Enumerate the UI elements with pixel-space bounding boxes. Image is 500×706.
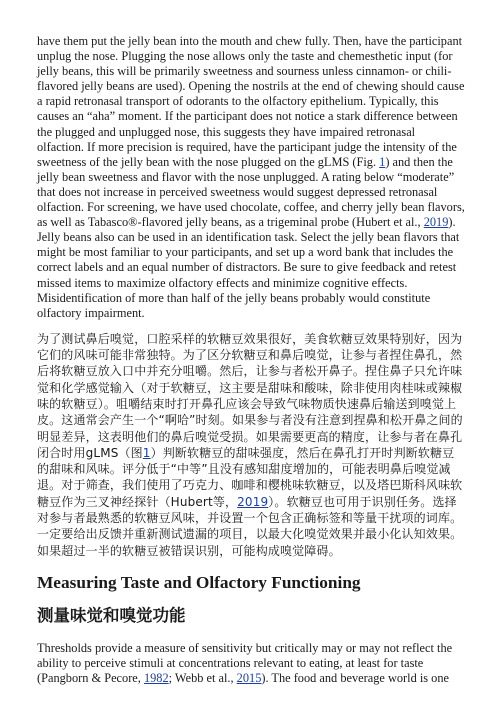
paragraph-text: 为了测试鼻后嗅觉，口腔采样的软糖豆效果很好，美食软糖豆效果特别好，因为它们的风味可能非常独特。为了区分软糖豆和鼻后嗅觉，让参与者捏住鼻孔，然后将软糖豆放入口中并充分咀嚼。然后，让参与者松开鼻子。捏住鼻子只允许味觉和化学感觉输入（对于软糖豆，这主要是甜味和酸味，除非使用肉桂味或辣椒味的软糖豆）。咀嚼结束时打开鼻孔应该会导致气味物质快速鼻后输送到嗅觉上皮。这通常会产生一个“啊哈”时刻。如果参与者没有注意到捏鼻和松开鼻之间的明显差异，这表明他们的鼻后嗅觉受损。如果需要更高的精度，让参与者在鼻孔闭合时用gLMS（图 xyxy=(37,331,463,460)
citation-link[interactable]: 2015 xyxy=(236,671,262,686)
paragraph-text: ). The food and beverage world is one xyxy=(261,671,449,686)
figure-reference-link[interactable]: 1 xyxy=(142,445,151,460)
paragraph-text: ）。软糖豆也可用于识别任务。选择对参与者最熟悉的软糖豆风味，并设置一个包含正确标签和等量干扰项的词库。一定要给出反馈并重新测试遗漏的项目，以最大化嗅觉效果并最小化认知效果。如果超过一半的软糖豆被错误识别，可能构成嗅觉障碍。 xyxy=(37,494,463,558)
citation-link[interactable]: 2019 xyxy=(237,494,269,509)
paragraph-text: ) and then the jelly bean sweetness and flavor with the nose unplugged. A rating below “moderate” that does not increase in perceived sweetness would suggest depressed retronasal olfaction. For screening, we have used chocolate, coffee, and cherry jelly bean flavors, as well as Tabasco®-flavored jelly beans, as a trigeminal probe (Hubert et al., xyxy=(37,154,465,230)
paragraph-text: ; Webb et al., xyxy=(168,671,237,686)
section-heading-en: Measuring Taste and Olfactory Functioning xyxy=(37,572,361,592)
section-heading-zh: 测量味觉和嗅觉功能 xyxy=(37,605,186,625)
citation-link[interactable]: 2019 xyxy=(423,215,449,230)
paragraph-zh-1 xyxy=(37,331,465,559)
paragraph-text: ）判断软糖豆的甜味强度，然后在鼻孔打开时判断软糖豆的甜味和风味。评分低于“中等”且没有感知甜度增加的，可能表明鼻后嗅觉减退。对于筛查，我们使用了巧克力、咖啡和樱桃味软糖豆，以及塔巴斯科风味软糖豆作为三叉神经探针（Hubert等， xyxy=(37,445,463,509)
paragraph-text: Thresholds provide a measure of sensitivity but critically may or may not reflect the ability to perceive stimuli at concentrations relevant to eating, at least for taste (Pangborn & Pecore, xyxy=(37,640,453,686)
document-page xyxy=(37,34,465,686)
citation-link[interactable]: 1982 xyxy=(143,671,169,686)
paragraph-text: ). Jelly beans also can be used in an identification task. Select the jelly bean flavors that might be most familiar to your participants, and set up a word bank that includes the correct labels and an equal number of distractors. Be sure to give feedback and retest missed items to maximize olfactory effects and minimize cognitive effects. Misidentification of more than half of the jelly beans probably would constitute olfactory impairment. xyxy=(37,215,460,320)
figure-reference-link[interactable]: 1 xyxy=(379,154,386,169)
paragraph-text: have them put the jelly bean into the mouth and chew fully. Then, have the participant unplug the nose. Plugging the nose allows only the taste and chemesthetic input (for jelly beans, this will be primarily sweetness and sourness unless cinnamon- or chili-flavored jelly beans are used). Opening the nostrils at the end of chewing should cause a rapid retronasal transport of odorants to the olfactory epithelium. Typically, this causes an “aha” moment. If the participant does not notice a stark difference between the plugged and unplugged nose, this suggests they have impaired retronasal olfaction. If more precision is required, have the participant judge the intensity of the sweetness of the jelly bean with the nose plugged on the gLMS (Fig. xyxy=(37,34,465,169)
paragraph-en-2 xyxy=(37,641,465,686)
paragraph-en-1 xyxy=(37,34,465,321)
